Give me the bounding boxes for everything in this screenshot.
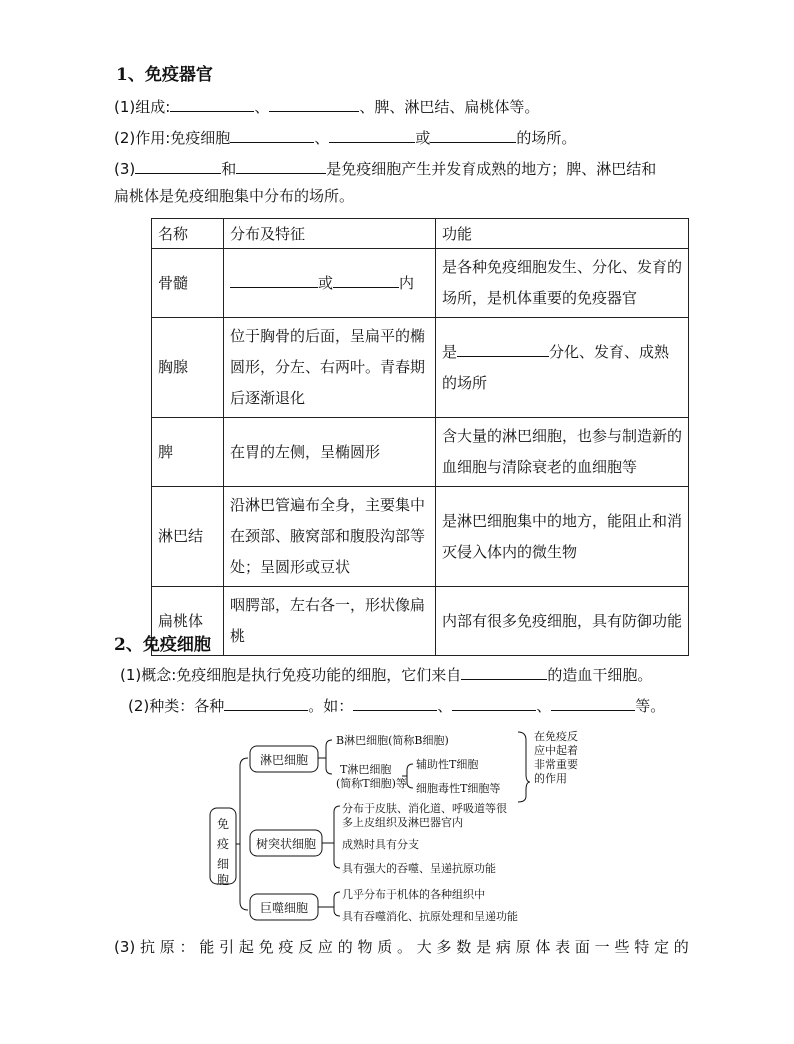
root-label-2: 疫 xyxy=(217,837,230,851)
p1-suffix: 的造血干细胞。 xyxy=(547,666,653,684)
dendritic-item: 分布于皮肤、消化道、呼吸道等很 xyxy=(342,802,507,815)
p1-suffix: 脾、淋巴结、扁桃体等。 xyxy=(374,98,540,116)
immune-organ-table xyxy=(151,218,689,656)
dendritic-item: 成熟时具有分支 xyxy=(342,838,419,851)
cell-func: 是各种免疫细胞发生、分化、发育的场所，是机体重要的免疫器官 xyxy=(436,249,689,318)
blank xyxy=(430,127,516,143)
section1-heading: 1、免疫器官 xyxy=(116,65,213,85)
root-label-4: 胞 xyxy=(217,873,230,887)
cell-dist: 沿淋巴管遍布全身，主要集中在颈部、腋窝部和腹股沟部等处；呈圆形或豆状 xyxy=(224,487,436,587)
section2-heading: 2、免疫细胞 xyxy=(114,635,211,655)
cell-func xyxy=(436,318,689,418)
blank xyxy=(452,695,536,711)
table-row xyxy=(152,487,689,587)
cell-func: 是淋巴细胞集中的地方，能阻止和消灭侵入体内的微生物 xyxy=(436,487,689,587)
cell-name: 脾 xyxy=(152,418,224,487)
macrophage-item: 具有吞噬消化、抗原处理和呈递功能 xyxy=(342,910,518,923)
cell-dist xyxy=(224,249,436,318)
note-line: 在免疫反 xyxy=(534,730,578,743)
blank xyxy=(236,158,326,174)
header-dist: 分布及特征 xyxy=(224,219,436,249)
blank xyxy=(135,158,221,174)
sep: 、 xyxy=(254,98,270,116)
sep: 或 xyxy=(415,129,431,147)
blank xyxy=(170,96,254,112)
blank xyxy=(461,664,547,680)
section3-p3: (3) 抗 原 ： 能 引 起 免 疫 反 应 的 物 质 。 大 多 数 是 病 原 体 表 面 一 些 特 定 的 xyxy=(114,938,689,956)
lymph-label: 淋巴细胞 xyxy=(260,753,309,767)
t-cell-line1: T淋巴细胞 xyxy=(340,763,392,776)
blank xyxy=(333,272,399,288)
dendritic-item: 多上皮组织及淋巴器官内 xyxy=(342,816,463,829)
immune-cell-diagram xyxy=(200,724,600,928)
table-row xyxy=(152,587,689,656)
macrophage-label: 巨噬细胞 xyxy=(260,901,309,915)
p2-suffix: 的场所。 xyxy=(516,129,577,147)
cell-name: 淋巴结 xyxy=(152,487,224,587)
table-row xyxy=(152,249,689,318)
t-cell-line2: (简称T细胞)等 xyxy=(336,777,407,790)
section2-p2 xyxy=(128,695,665,716)
blank xyxy=(457,341,549,357)
cell-name: 骨髓 xyxy=(152,249,224,318)
cell-func: 含大量的淋巴细胞，也参与制造新的血细胞与清除衰老的血细胞等 xyxy=(436,418,689,487)
sep: 内 xyxy=(399,273,415,292)
p2-prefix: (2)作用:免疫细胞 xyxy=(114,129,231,147)
func-suffix: 分化、发育、成熟的场所 xyxy=(442,342,670,392)
blank xyxy=(224,695,308,711)
p2-prefix: (2)种类：各种 xyxy=(128,697,225,715)
sep: 、 xyxy=(359,98,375,116)
blank xyxy=(269,96,359,112)
root-label-3: 细 xyxy=(217,857,230,871)
func-prefix: 是 xyxy=(442,342,458,361)
blank xyxy=(353,695,437,711)
blank xyxy=(230,272,318,288)
blank xyxy=(551,695,635,711)
cytotoxic-t: 细胞毒性T细胞等 xyxy=(416,782,501,795)
note-line: 非常重要 xyxy=(534,758,578,771)
p1-prefix: (1)概念:免疫细胞是执行免疫功能的细胞，它们来自 xyxy=(120,666,462,684)
root-label-1: 免 xyxy=(217,817,230,831)
cell-name: 扁桃体 xyxy=(152,587,224,656)
p3-suffix: 是免疫细胞产生并发育成熟的地方；脾、淋巴结和 xyxy=(326,160,657,178)
dendritic-label: 树突状细胞 xyxy=(256,837,317,851)
p2-suffix: 等。 xyxy=(635,697,666,715)
p3-prefix: (3) xyxy=(114,160,136,178)
table-row xyxy=(152,318,689,418)
sep: 。如： xyxy=(308,697,354,715)
section1-p3-line2: 扁桃体是免疫细胞集中分布的场所。 xyxy=(114,187,355,205)
cell-dist: 在胃的左侧，呈椭圆形 xyxy=(224,418,436,487)
section2-p1 xyxy=(120,664,652,685)
dendritic-item: 具有强大的吞噬、呈递抗原功能 xyxy=(342,862,496,875)
blank xyxy=(329,127,415,143)
macrophage-item: 几乎分布于机体的各种组织中 xyxy=(342,888,485,901)
cell-func: 内部有很多免疫细胞，具有防御功能 xyxy=(436,587,689,656)
cell-name: 胸腺 xyxy=(152,318,224,418)
header-func: 功能 xyxy=(436,219,689,249)
p1-prefix: (1)组成: xyxy=(114,98,171,116)
sep: 、 xyxy=(437,697,453,715)
section1-p1 xyxy=(114,96,539,117)
sep: 、 xyxy=(314,129,330,147)
cell-dist: 位于胸骨的后面，呈扁平的椭圆形，分左、右两叶。青春期后逐渐退化 xyxy=(224,318,436,418)
section1-p2 xyxy=(114,127,576,148)
blank xyxy=(230,127,314,143)
section1-p3 xyxy=(114,158,656,179)
header-name: 名称 xyxy=(152,219,224,249)
sep: 和 xyxy=(221,160,237,178)
note-line: 应中起着 xyxy=(534,744,578,757)
sep: 或 xyxy=(318,273,334,292)
table-row xyxy=(152,418,689,487)
sep: 、 xyxy=(536,697,552,715)
table-header-row xyxy=(152,219,689,249)
note-line: 的作用 xyxy=(534,772,567,785)
cell-dist: 咽腭部，左右各一，形状像扁桃 xyxy=(224,587,436,656)
b-cell: B淋巴细胞(简称B细胞) xyxy=(336,734,449,747)
helper-t: 辅助性T细胞 xyxy=(416,758,479,771)
